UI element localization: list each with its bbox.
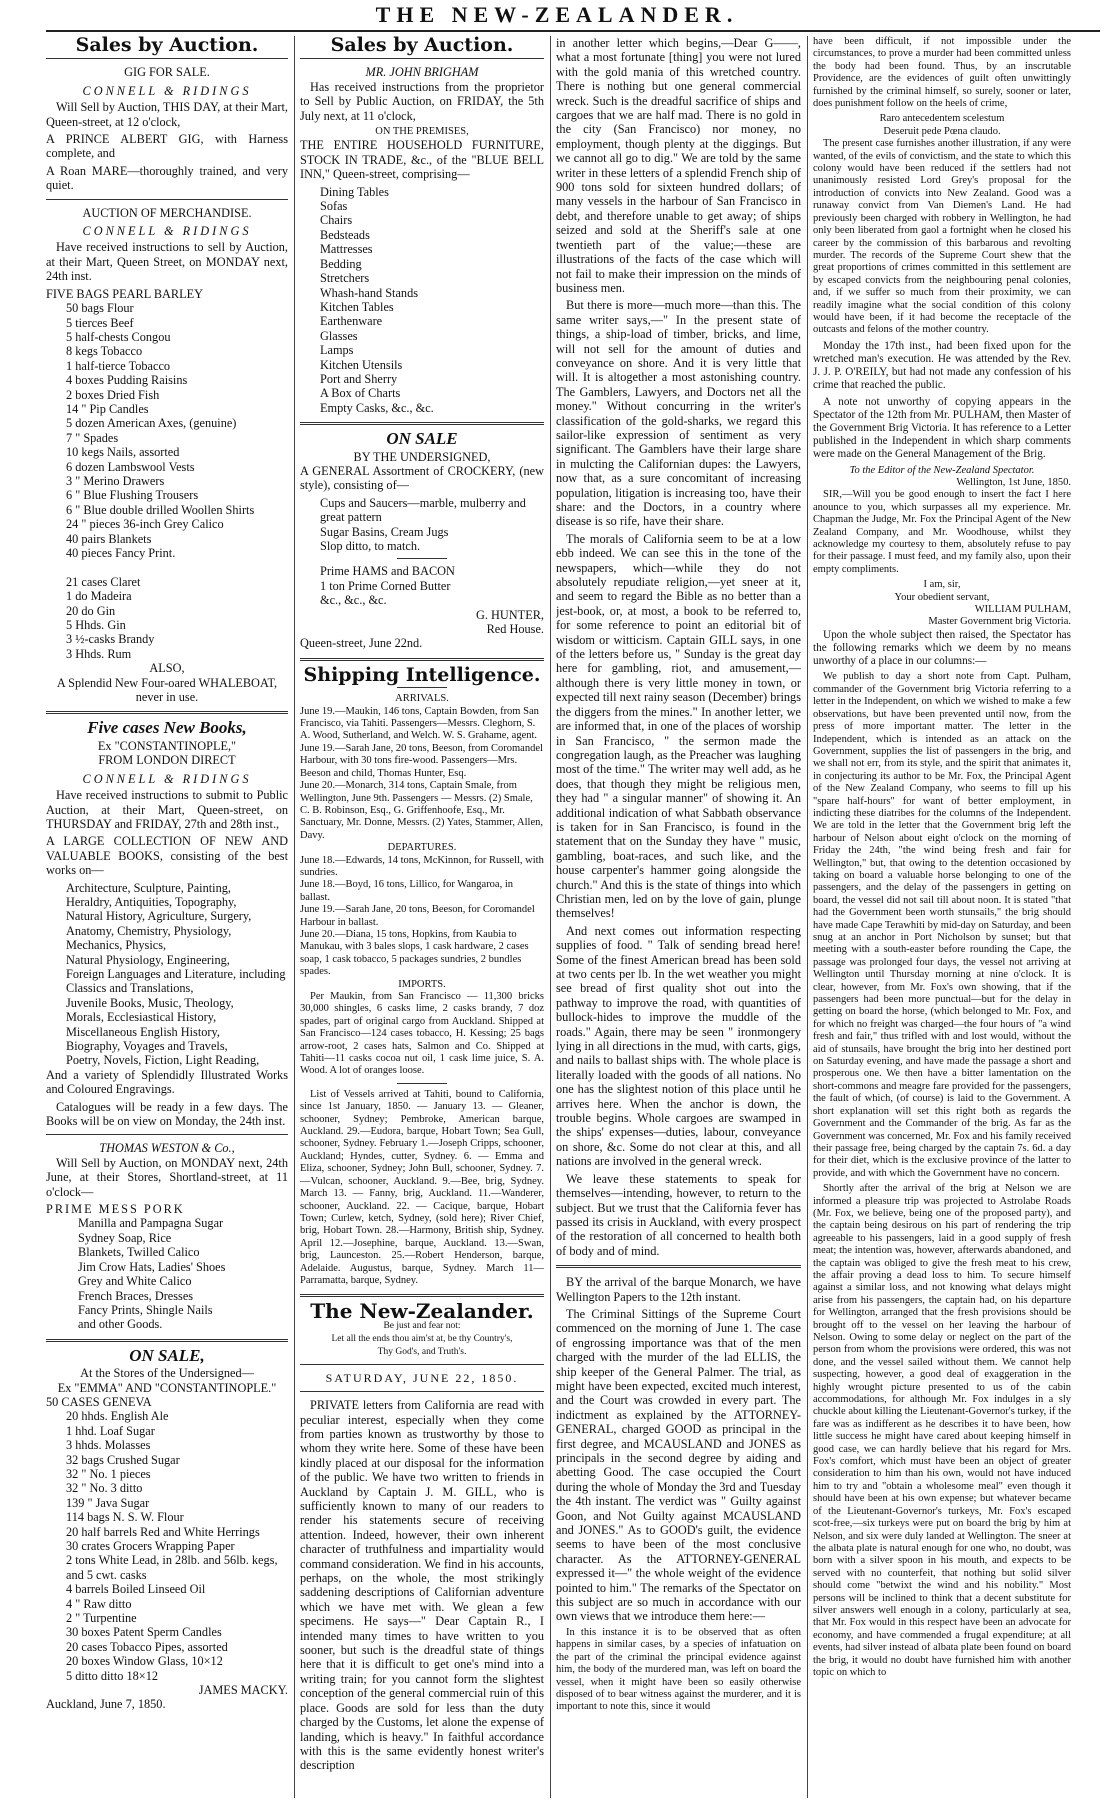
quoted-paragraph: Shortly after the arrival of the brig at Nelson we are informed a pleasure trip was projected to Astrolabe Roads (Mr. Fox, we believe, being one of the proposed party), and the captain being desirous on his part of rendering the trip agreeable to his passengers, laid in a good supply of fresh meat; the intention was, however, afterwards abandoned, and the captain was obliged to give the fresh meat to his crew, the affair proving a dead loss to him. To secure himself against a similar loss, and not knowing what delays might arise from his passengers, the captain had, on his departure for Wellington, arranged that the fresh provisions should be brought off to the vessel on her leaving the harbour of Nelson. Owing to some delay or neglect on the part of the person from whom the provisions were ordered, this was not done, and the vessel sailed without them. We cannot help suspecting, however, a good deal of exaggeration in the highly wrought picture presented to us of the cabin accommodations, for although Mr. Fox indulges in a sly chuckle about killing the Lieutenant-Governor's turkey, if the fare was as indifferent as he describes it to have been, how little success he might have cared about keeping himself in good case, we can hardly believe that his regard for Mrs. Fox's comfort, which must have been an object of greater consideration to him than his own, would not have induced him to try and "obtain a wholesome meal" even though it should have been at his own expense; but whatever became of the Lieutenant-Governor's turkeys, Mr. Fox's escaped scot-free,—six turkeys were put on board the brig by him at Nelson, and six were duly landed at Wellington. The sneer at the albata plate is natural enough for one who, no doubt, was born with a silver spoon in his mouth, and expects to be served with no counterfeit, that nothing but solid silver should come "betwixt the wind and his nobility." Most persons will be inclined to think that a decent substitute for silver answers well enough in a colony, particularly at sea, that Mr. Fox would in this respect have been an advocate for economy, and have commended a frugal expenditure; at all events, had silver instead of albata plate been found on board the brig, it would no doubt have furnished him with another topic on which to <box>813 1183 1071 1678</box>
ad-body: Has received instructions from the proprietor to Sell by Public Auction, on FRIDAY, the 5th July next, at 11 o'clock, <box>300 79 544 123</box>
ad-signature: G. HUNTER, <box>476 607 544 622</box>
auctioneer-name: CONNELL & RIDINGS <box>82 224 252 239</box>
list-item: Stretchers <box>320 271 370 286</box>
list-item: 8 kegs Tobacco <box>66 344 143 359</box>
list-item: 32 " No. 3 ditto <box>66 1481 143 1496</box>
editorial-paragraph: But there is more—much more—than this. The same writer says,—" In the present state of things, a ship-load of timber, bricks, and lime, will not sell for the amount of duties and conveyance on shore. And it is very little that will. It is altogether a most astonishing country. The Gamblers, Lawyers, and Doctors net all the money." Without concurring in the writer's classification of the gold-sharks, we regard this sailor-like expression of sentiment as very significant. The Gamblers have their large share in mulcting the Californian dupes: the Lawyers, now that, as a sure concomitant of increasing population, litigation is increasing too, have their share: and the Doctors, in a country where disease is so rife, have their share. <box>556 298 801 529</box>
shipping-heading: Shipping Intelligence. <box>303 663 541 686</box>
list-item: 2 " Turpentine <box>66 1611 137 1626</box>
editorial-paragraph: The morals of California seem to be at a low ebb indeed. We can see this in the tone of the newspapers, which—while they do not absolutely repudiate religion,—yet sneer at it, and seem to regard the Bible as no better than a jest-book, or, at most, a book to be referred to, for some reference to point an editorial bit of wisdom or witticism. Captain GILL says, in one of the letters before us, " Sunday is the great day here for gambling, riot, and amusement,—although there is very little money in town, or expected till next rainy season (December) brings the diggers from the mines." In another letter, we are informed that, in one of the places of worship in San Francisco, " the sermon made the congregation laugh, as the Preacher was laughing most of the time." The writer may well add, as he does, that though they might be religious men, they had " a singular manner" of showing it. An additional indication of what Sabbath observance is taken for in San Francisco, is found in the statement that on the Sunday they have " music, gambling, boat-races, and such like, and the house carpenter's hammer going alongside the church." And this is the state of things into which Christian men, led on by the love of gain, plunge themselves! <box>556 531 801 921</box>
ad-also: ALSO, <box>149 661 185 676</box>
crockery-list <box>300 496 544 554</box>
list-item: and other Goods. <box>78 1317 163 1332</box>
ad-lead: A GENERAL Assortment of CROCKERY, (new style), consisting of— <box>300 463 544 493</box>
list-item: 3 hhds. Molasses <box>66 1438 151 1453</box>
editorial-paragraph: We leave these statements to speak for themselves—intending, however, to return to the subject. But we trust that the California fever has passed its crisis in Auckland, with every prospect of the restoration of all concerned to health both of body and of mind. <box>556 1171 801 1258</box>
list-item: 30 crates Grocers Wrapping Paper <box>66 1539 235 1553</box>
masthead-rule <box>46 30 1100 32</box>
ad-by: BY THE UNDERSIGNED, <box>353 449 491 464</box>
ad-ship: Ex "CONSTANTINOPLE," <box>97 738 237 753</box>
dateline: SATURDAY, JUNE 22, 1850. <box>325 1370 519 1385</box>
furniture-list <box>300 185 544 416</box>
letter-date: Wellington, 1st June, 1850. <box>956 476 1071 488</box>
departure-entry: June 18.—Edwards, 14 tons, McKinnon, for Russell, with sundries. <box>300 854 544 878</box>
auctioneer-name: MR. JOHN BRIGHAM <box>365 65 479 80</box>
editorial-paragraph: in another letter which begins,—Dear G——, what a most fortunate [thing] you were not lured with the gold mania of this wretched country. There is nothing but one general commercial wreck. Such is the dreadful sacrifice of ships and cargoes that we are half mad. There is no gold in the city (San Francisco) nor money, no employment, though plenty at the diggings. But we cannot all go to dig." We are told by the same writer in these letters of a splendid French ship of 900 tons sold for sixteen hundred dollars; of many vessels in the harbour of San Francisco in debt, and therefore unable to get away; of ships seized and sold at the Sheriff's sale at one twentieth part of the value;—these are illustrations of the facts of the case which will not fail to make their impression on the minds of business men. <box>556 36 801 295</box>
list-item: 3 ½-casks Brandy <box>66 632 155 647</box>
list-item: 1 do Madeira <box>66 589 132 604</box>
list-item: Foreign Languages and Literature, including Classics and Translations, <box>66 966 286 996</box>
ad-ship: Ex "EMMA" AND "CONSTANTINOPLE." <box>57 1380 277 1395</box>
list-item: &c., &c., &c. <box>320 593 387 608</box>
list-item: 139 " Java Sugar <box>66 1495 150 1510</box>
book-list <box>46 881 288 1068</box>
list-item: Poetry, Novels, Fiction, Light Reading, <box>66 1053 260 1068</box>
auctioneer-name: CONNELL & RIDINGS <box>82 771 252 786</box>
list-item: Grey and White Calico <box>78 1274 192 1289</box>
list-item: Port and Sherry <box>320 371 398 386</box>
list-item: 2 tons White Lead, in 28lb. and 56lb. kegs, and 5 cwt. casks <box>66 1553 278 1582</box>
list-item: Mechanics, Physics, <box>66 938 167 953</box>
departure-entry: June 19.—Sarah Jane, 20 tons, Beeson, for Coromandel Harbour in ballast. <box>300 904 535 928</box>
list-item: Morals, Ecclesiastical History, <box>66 1010 217 1025</box>
provisions-list <box>300 564 544 607</box>
list-item: 5 tierces Beef <box>66 315 134 330</box>
list-item: 10 kegs Nails, assorted <box>66 445 180 460</box>
list-item: 20 cases Tobacco Pipes, assorted <box>66 1639 228 1654</box>
list-item: 40 pieces Fancy Print. <box>66 546 176 560</box>
list-item: Biography, Voyages and Travels, <box>66 1039 228 1053</box>
list-item: 5 Hhds. Gin <box>66 618 126 633</box>
ad-origin: FROM LONDON DIRECT <box>98 753 236 768</box>
ad-on: ON THE PREMISES, <box>375 126 469 138</box>
list-item: Earthenware <box>320 314 383 329</box>
list-item: 20 hhds. English Ale <box>66 1409 169 1424</box>
letter-signature: WILLIAM PULHAM, <box>974 604 1071 616</box>
ad-signature: JAMES MACKY. <box>198 1683 288 1698</box>
motto-line: Be just and fear not: <box>383 1320 461 1331</box>
list-item: Blankets, Twilled Calico <box>78 1245 200 1260</box>
ad-item: A PRINCE ALBERT GIG, with Harness complete, and <box>46 132 288 161</box>
quoted-paragraph: In this instance it is to be observed that as often happens in similar cases, by a species of infatuation on the part of the criminal the principal evidence against him, the body of the murdered man, was left on board the vessel, when it might have been so easily otherwise disposed of to bear witness against the murderer, and it is important to note this, since it would <box>556 1626 801 1713</box>
list-item: Slop ditto, to match. <box>320 539 421 553</box>
list-item: 5 ditto ditto 18×12 <box>66 1668 158 1683</box>
list-item: Miscellaneous English History, <box>66 1024 220 1039</box>
list-item: Mattresses <box>320 242 373 257</box>
list-item: 40 pairs Blankets <box>66 531 152 546</box>
motto-line: Thy God's, and Truth's. <box>377 1346 467 1357</box>
news-paragraph: Monday the 17th inst., had been fixed upon for the wretched man's execution. He was attended by the Rev. J. J. P. O'REILY, but had not made any confession of his crime that reached the public. <box>813 339 1071 392</box>
list-item: Kitchen Tables <box>320 299 394 314</box>
ad-title: ON SALE, <box>129 1345 205 1365</box>
list-item: A Box of Charts <box>320 386 401 401</box>
list-item: 6 " Blue double drilled Woollen Shirts <box>66 502 255 517</box>
column-divider <box>807 36 808 1798</box>
list-item: Fancy Prints, Shingle Nails <box>78 1302 213 1317</box>
list-item: 4 barrels Boiled Linseed Oil <box>66 1582 206 1597</box>
vessels-list: List of Vessels arrived at Tahiti, bound to California, since 1st January, 1850. — January 13. — Gleaner, schooner, Sydney; Pembroke, American barque, Auckland. 29.—Eudora, barque, Hobart Town; Sea Gull, schooner, Sydney. February 1.—Joseph Cripps, schooner, Auckland; Hyndes, cutter, Sydney. 6. — Emma and Eliza, schooner, Sydney; John Bull, schooner, Sydney. 7.—Vulcan, schooner, Auckland. 9.—Bee, brig, Sydney. March 13. — Fanny, brig, Auckland. 11.—Wanderer, schooner, Auckland. 22. — Cacique, barque, Hobart Town; Curlew, ketch, Sydney, (sold here); River Chief, brig, Hobart Town. 28.—Harmony, British ship, Sydney. April 12.—Josephine, barque, Auckland. 13.—Swan, brig, Launceston. 25.—Robert Henderson, barque, Adelaide. Augustus, barque, Sydney. March 11—Parramatta, barque, Sydney. <box>300 1088 544 1286</box>
list-item: Cups and Saucers—marble, mulberry and great pattern <box>320 495 526 525</box>
motto-line: Let all the ends thou aim'st at, be thy Country's, <box>331 1333 513 1344</box>
list-item: Heraldry, Antiquities, Topography, <box>66 894 237 909</box>
list-item: 24 " pieces 36-inch Grey Calico <box>66 517 224 532</box>
list-item: Kitchen Utensils <box>320 357 403 372</box>
section-heading: Sales by Auction. <box>75 36 259 56</box>
list-item: Dining Tables <box>320 184 389 199</box>
list-item: Natural Physiology, Engineering, <box>66 952 230 967</box>
list-item: Sofas <box>320 199 348 214</box>
ad-lead: 50 CASES GENEVA <box>46 1394 152 1409</box>
column-divider <box>294 36 295 1798</box>
arrivals-list <box>300 706 544 842</box>
ad-title: Five cases New Books, <box>87 718 247 738</box>
goods-list <box>46 1216 288 1331</box>
list-item: 20 boxes Window Glass, 10×12 <box>66 1654 223 1669</box>
list-item <box>66 560 288 574</box>
list-item: 50 bags Flour <box>66 301 134 316</box>
departure-entry: June 20.—Diana, 15 tons, Hopkins, from Kaubia to Manukau, with 3 bales slops, 1 cask hardware, 2 cases soap, 1 cask tobacco, 5 packages sundries, 2 bundles spades. <box>300 928 529 978</box>
editorial-paragraph: PRIVATE letters from California are read with peculiar interest, especially when they come from parties known as trustworthy by those to whom they write here. Some of these have been kindly placed at our disposal for the information of the public. We have two written to friends in Auckland by Captain J. M. GILL, who is sufficiently known to many of our readers to render his statements secure of receiving attention. Indeed, however, their own inherent character of truthfulness and impartiality would command consideration. We find in his accounts, perhaps, on the whole, the most strikingly saddening descriptions of Californian adventure which we have met with. We glean a few specimens. He says—" Dear Captain R., I intended many times to have written to you sooner, but such is the dreadful state of things here that it is difficult to get one's mind into a writing train; for you cannot form the slightest conception of the general commercial ruin of this place. Goods are sold for less than the duty charged by the Customs, let alone the expense of landing, which is heavy." In faithful accordance with this is the same evidently honest writer's description <box>300 1398 544 1773</box>
list-item: 20 half barrels Red and White Herrings <box>66 1524 260 1539</box>
list-item: French Braces, Dresses <box>78 1288 194 1303</box>
column-divider <box>550 36 551 1798</box>
merchandise-list <box>46 301 288 661</box>
list-item: 6 " Blue Flushing Trousers <box>66 488 199 503</box>
list-item: 6 dozen Lambswool Vests <box>66 459 195 474</box>
news-paragraph: BY the arrival of the barque Monarch, we have Wellington Papers to the 12th instant. <box>556 1275 801 1304</box>
list-item: 21 cases Claret <box>66 574 141 589</box>
stores-list <box>46 1409 288 1683</box>
ad-tail: And a variety of Splendidly Illustrated Works and Coloured Engravings. <box>46 1067 288 1097</box>
letter-body: SIR,—Will you be good enough to insert the fact I here anounce to you, which surpasses all my experience. Mr. Chapman the Judge, Mr. Fox the Principal Agent of the New Zealand Company, and Mr. Woodhouse, whilst they acknowledge my courtesy to them, absolutely refuse to pay for their passage. I must feed, and my family also, upon their empty compliments. <box>813 489 1071 575</box>
departure-entry: June 18.—Boyd, 16 tons, Lillico, for Wangaroa, in ballast. <box>300 879 514 903</box>
ad-body: Have received instructions to sell by Auction, at their Mart, Queen Street, on MONDAY next, 24th inst. <box>46 240 288 284</box>
list-item: Manilla and Pampagna Sugar <box>78 1216 224 1231</box>
list-item: Juvenile Books, Music, Theology, <box>66 995 234 1010</box>
list-item: 4 boxes Pudding Raisins <box>66 373 188 388</box>
list-item: Empty Casks, &c., &c. <box>320 400 434 415</box>
ad-item: A Splendid New Four-oared WHALEBOAT, never in use. <box>56 675 278 705</box>
masthead-title: THE NEW-ZEALANDER. <box>375 2 739 27</box>
ad-place: Red House. <box>486 622 544 637</box>
list-item: 20 do Gin <box>66 603 116 618</box>
editorial-paragraph: And next comes out information respecting supplies of food. " Talk of sending bread here! Some of the finest American bread has been sold at two cents per lb. In the wet weather you might see bread of first quality shot out into the pathway to improve the road, with quantities of bullock-hides to improve the muddle of the roads." Again, there may be seen " ironmongery lying in all directions in the mud, with carts, gigs, and nails to ballast ships with. The whole place is literally loaded with the goods of all nations. No one has the slightest notion of this place until he arrives here. When the anchor is down, the trouble begins. Whole cargoes are swamped in the ships' expenses—duties, labour, conveyance on shore, &c. Some do not clear at this, and all nations are involved in the general wreck. <box>556 923 801 1169</box>
news-paragraph: The Criminal Sittings of the Supreme Court commenced on the morning of June 1. The case of engrossing importance was that of the men charged with the murder of the lad ELLIS, the ship keeper of the General Palmer. The trial, as might have been expected, excited much interest, and the Court was crowded in every part. The indictment as explained by the ATTORNEY-GENERAL, charged GOOD as principal in the first degree, and MCAUSLAND and JONES as principals in the second degree by aiding and abetting Good. The case occupied the Court during the whole of Monday the 3rd and Tuesday the 4th instant. The verdict was " Guilty against Goon, and Not Guilty against MCAUSLAND and JONES." As to GOOD's guilt, the evidence seems to have been of the most conclusive character. As the ATTORNEY-GENERAL expressed it—" the whole weight of the evidence pointed to him." The remarks of the Spectator on this subject are so much in accordance with our own views that we introduce them here:— <box>556 1306 801 1624</box>
latin-quote: Deseruit pede Pœna claudo. <box>883 125 1001 137</box>
ad-lead: A LARGE COLLECTION OF NEW AND VALUABLE BOOKS, consisting of the best works on— <box>46 834 288 878</box>
list-item: Glasses <box>320 328 358 343</box>
arrival-entry: June 20.—Monarch, 314 tons, Captain Smale, from Wellington, June 9th. Passengers — Messrs. (2) Smale, C. B. Robinson, Esq., G. Griffenhoofe, Esq., Mr. Sanctuary, Mr. Donne, Messrs. (2) Yates, Stammer, Allen, Davy. <box>300 780 543 841</box>
auctioneer-name: CONNELL & RIDINGS <box>82 83 252 98</box>
list-item: Sugar Basins, Cream Jugs <box>320 524 449 539</box>
ad-title: GIG FOR SALE. <box>124 65 210 80</box>
latin-quote: Raro antecedentem scelestum <box>879 113 1005 125</box>
list-item: 32 bags Crushed Sugar <box>66 1452 180 1467</box>
list-item: 7 " Spades <box>66 430 119 445</box>
newspaper-nameplate: The New-Zealander. <box>310 1299 534 1324</box>
ad-date: Auckland, June 7, 1850. <box>46 1697 166 1712</box>
list-item: Natural History, Agriculture, Surgery, <box>66 909 252 924</box>
column-2 <box>300 36 544 1798</box>
letter-close: I am, sir, <box>923 579 961 591</box>
ad-title: ON SALE <box>386 429 458 449</box>
list-item: 3 " Merino Drawers <box>66 473 165 488</box>
ad-item: A Roan MARE—thoroughly trained, and very quiet. <box>46 163 288 193</box>
list-item: 5 half-chests Congou <box>66 329 171 344</box>
list-item: Whash-hand Stands <box>320 285 419 300</box>
section-heading: Sales by Auction. <box>330 36 514 56</box>
list-item: Architecture, Sculpture, Painting, <box>66 880 231 895</box>
letter-close: Your obedient servant, <box>894 591 990 603</box>
imports-label: IMPORTS. <box>398 978 446 990</box>
imports-text: Per Maukin, from San Francisco — 11,300 bricks 30,000 shingles, 6 casks lime, 2 casks brandy, 7 doz spades, part of original cargo from Auckland. Shipped at San Francisco—124 cases tobacco, H. Kessing; 25 bags arrow-root, 2 cases hats, Salmon and Co. Shipped at Tahiti—11 casks cocoa nut oil, 1 cask lime juice, S. A. Wood. A lot of oranges loose. <box>300 991 544 1077</box>
departures-list <box>300 855 544 979</box>
column-4 <box>813 36 1071 1798</box>
quoted-paragraph: have been difficult, if not impossible under the circumstances, to prove a murder had been committed unless the body had been found. Thus, by an inscrutable Providence, are the evidences of guilt often unwittingly furnished by the criminal himself, so surely, sooner or later, does punishment follow on the heels of crime, <box>813 36 1071 110</box>
ad-title: AUCTION OF MERCHANDISE. <box>82 205 252 220</box>
list-item: 1 half-tierce Tobacco <box>66 358 171 373</box>
list-item: 3 Hhds. Rum <box>66 646 132 661</box>
list-item: Sydney Soap, Rice <box>78 1230 172 1245</box>
letter-role: Master Government brig Victoria. <box>928 616 1071 628</box>
list-item: 32 " No. 1 pieces <box>66 1466 151 1481</box>
column-1 <box>46 36 288 1798</box>
list-item: Lamps <box>320 343 354 358</box>
arrival-entry: June 19.—Sarah Jane, 20 tons, Beeson, from Coromandel Harbour, with 30 tons fire-wood. Passengers—Mrs. Beeson and child, Thomas Hunter, Esq. <box>300 742 543 779</box>
ad-date: Queen-street, June 22nd. <box>300 636 423 651</box>
departures-label: DEPARTURES. <box>387 842 457 854</box>
list-item: Chairs <box>320 213 353 228</box>
list-item: 1 hhd. Loaf Sugar <box>66 1423 155 1438</box>
news-paragraph: A note not unworthy of copying appears in the Spectator of the 12th from Mr. PULHAM, then Master of the Government Brig Victoria. It has reference to a Letter published in the Independent in which sharp comments were made on the General Management of the Brig. <box>813 395 1071 461</box>
list-item: 14 " Pip Candles <box>66 401 149 416</box>
ad-lead: THE ENTIRE HOUSEHOLD FURNITURE, STOCK IN TRADE, &c., of the "BLUE BELL INN," Queen-street, comprising— <box>300 138 544 182</box>
list-item: 30 boxes Patent Sperm Candles <box>66 1625 222 1640</box>
auctioneer-name: THOMAS WESTON & Co., <box>99 1141 235 1156</box>
list-item: 114 bags N. S. W. Flour <box>66 1510 184 1525</box>
quoted-paragraph: The present case furnishes another illustration, if any were wanted, of the evils of convictism, and the state to which this colony would have been reduced if the settlers had not unanimously resisted Lord Grey's proposal for the introduction of convicts into New Zealand. Good was a runaway convict from Van Diemen's Land. He had previously been charged with robbery in Wellington, he had only been liberated from gaol a fortnight when he closed his career by the commission of this barbarous and revolting murder. The records of the Supreme Court shew that the great proportions of crimes committed in this settlement are by escaped convicts from the neighbouring penal colonies, and, if we suffer so much from their proximity, we can readily imagine what the social condition of this colony would have been, if it had become the receptacle of the outcasts and felons of the mother country. <box>813 138 1071 336</box>
list-item: 2 boxes Dried Fish <box>66 387 160 402</box>
ad-body: Have received instructions to submit to Public Auction, at their Mart, Queen-street, on THURSDAY and FRIDAY, 27th and 28th inst., <box>46 788 288 831</box>
column-3 <box>556 36 801 1798</box>
arrival-entry: June 19.—Maukin, 146 tons, Captain Bowden, from San Francisco, via Tahiti. Passengers—Messrs. Cleghorn, S. A. Wood, Sutherland, and Welch. W. S. Grahame, agent. <box>300 705 539 742</box>
list-item: 4 " Raw ditto <box>66 1596 132 1611</box>
letter-addressee: To the Editor of the New-Zealand Spectator. <box>849 464 1035 476</box>
list-item: Bedding <box>320 256 362 271</box>
list-item: Bedsteads <box>320 227 370 242</box>
list-item: 5 dozen American Axes, (genuine) <box>66 416 237 431</box>
ad-sub: At the Stores of the Undersigned— <box>80 1366 254 1381</box>
list-item: Prime HAMS and BACON <box>320 564 455 579</box>
ad-lead: PRIME MESS PORK <box>46 1202 185 1217</box>
ad-body: Will Sell by Auction, THIS DAY, at their Mart, Queen-street, at 12 o'clock, <box>46 100 288 129</box>
ad-lead: FIVE BAGS PEARL BARLEY <box>46 286 204 301</box>
arrivals-label: ARRIVALS. <box>395 693 449 705</box>
list-item: Anatomy, Chemistry, Physiology, <box>66 923 232 938</box>
news-paragraph: Upon the whole subject then raised, the Spectator has the following remarks which we deem by no means unworthy of a place in our columns:— <box>813 628 1071 668</box>
ad-body: Will Sell by Auction, on MONDAY next, 24th June, at their Stores, Shortland-street, at 11 o'clock— <box>46 1155 288 1199</box>
quoted-paragraph: We publish to day a short note from Capt. Pulham, commander of the Government brig Victoria referring to a letter in the Independent, on which we wished to make a few observations, but have been prevented until now, from the press of more important matter. The letter in the Independent, which is intended as an attack on the Government, supplies the list of passengers in the brig, and we shall not err, from its style, and the spirit that animates it, in conjecturing its author to be Mr. Fox, the Principal Agent of the New Zealand Company, who seems to fill up his "spare half-hours" for want of better employment, in indicting these diatribes for the columns of the Independent. We are told in the letter that the Government brig left the harbour of Nelson about eight o'clock on the morning of Friday the 24th, "the wind being fresh and fair for Wellington," but, that owing to the detention occasioned by taking on board a valuable horse belonging to one of the passengers, and the delay of the passengers in getting on board, the vessel did not sail till about noon. It is stated "that had the Government been worth stunsails," the brig should have made Cape Terawhiti by mid-day on Saturday, and been snug at an anchor in Port Nicholson by sunset; but that meeting with a south-easter before rounding the Cape, the passage was prolonged four days, the vessel not arriving at Wellington until Thursday morning at nine o'clock. It is clear, however, from Mr. Fox's own showing, that if the passengers had been more punctual—but for the delay in getting on board the horse, (which belonged to Mr. Fox, and for which no freight was charged—the four hours of "a wind fresh and fair," thus trifled with and lost would, without the aid of stunsails, have brought the brig into her destined port on Saturday evening, and have made the passage a short and prosperous one. We then have a bitter lamentation on the short-commons and meagre fare provided for the passengers, the fault of which, (of course) is laid to the Government. A short explanation will set this right both as regards the Government and the Commander of the brig. As far as the Government was concerned, Mr. Fox and his family received their passage free, being charged by the captain 7s. 6d. a day for their diet, which is the exclusive province of the latter to provide, and with which the Government have no concern. <box>813 671 1071 1179</box>
ad-note: Catalogues will be ready in a few days. The Books will be on view on Monday, the 24th inst. <box>46 1099 288 1129</box>
list-item: Jim Crow Hats, Ladies' Shoes <box>78 1259 226 1274</box>
list-item: 1 ton Prime Corned Butter <box>320 578 451 593</box>
